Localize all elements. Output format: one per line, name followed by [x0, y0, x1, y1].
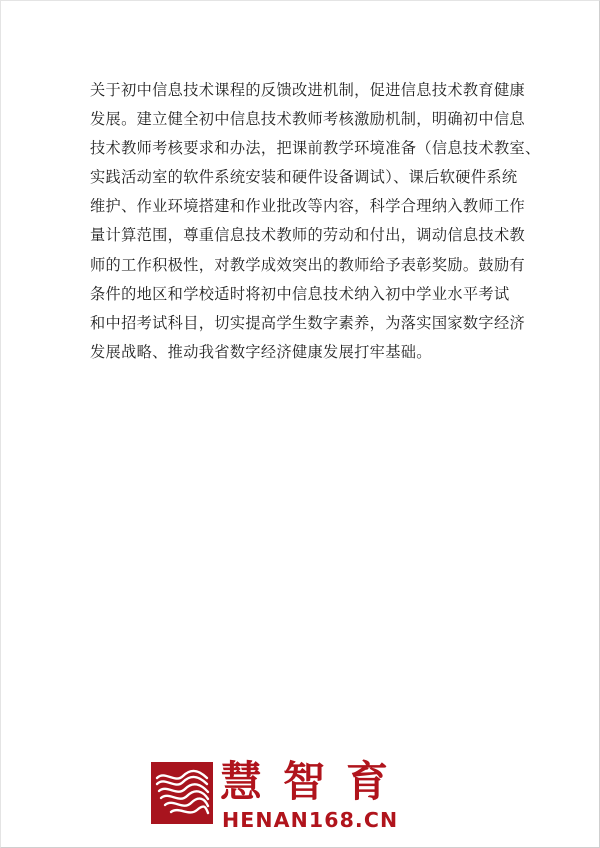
paragraph-line: 维护、作业环境搭建和作业批改等内容，科学合理纳入教师工作	[90, 197, 526, 216]
paragraph-line: 师的工作积极性，对教学成效突出的教师给予表彰奖励。鼓励有	[90, 255, 526, 274]
brand-domain: HENAN168.CN	[222, 808, 399, 832]
brand-title: 慧智育	[220, 757, 410, 806]
paragraph-line: 发展战略、推动我省数字经济健康发展打牢基础。	[90, 342, 432, 361]
paragraph-line: 量计算范围，尊重信息技术教师的劳动和付出，调动信息技术教	[90, 226, 526, 245]
paragraph-line: 和中招考试科目，切实提高学生数字素养，为落实国家数字经济	[90, 313, 526, 332]
paragraph-line: 条件的地区和学校适时将初中信息技术纳入初中学业水平考试	[90, 284, 510, 303]
paragraph-line: 实践活动室的软件系统安装和硬件设备调试）、课后软硬件系统	[90, 168, 518, 187]
paragraph-line: 关于初中信息技术课程的反馈改进机制，促进信息技术教育健康	[90, 81, 526, 99]
document-body-paragraph	[90, 76, 541, 367]
paragraph-line: 发展。建立健全初中信息技术教师考核激励机制，明确初中信息	[90, 110, 526, 129]
wave-lines-logo-icon	[151, 762, 213, 824]
paragraph-line: 技术教师考核要求和办法，把课前教学环境准备（信息技术教室、	[90, 139, 541, 158]
